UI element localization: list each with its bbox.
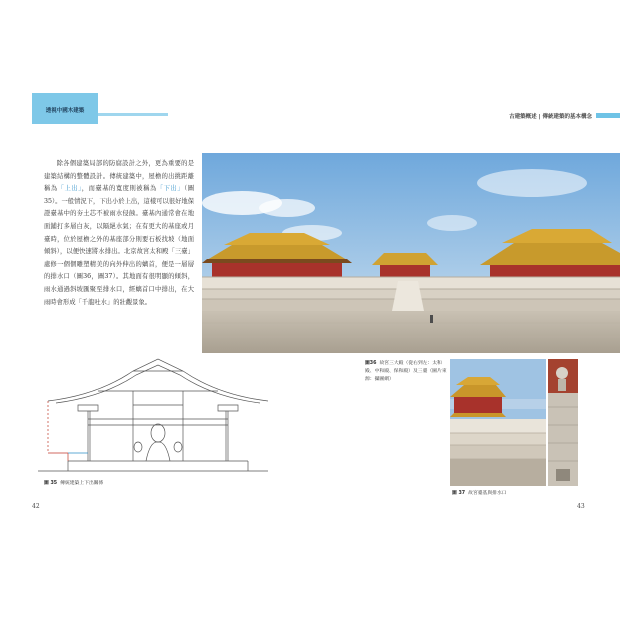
figure-37-caption (452, 490, 582, 498)
term-xiachu: 「下出」 (156, 185, 185, 193)
figure-36-caption (365, 360, 447, 384)
figure-35-number: 圖 35 (44, 481, 58, 486)
building-section-drawing (38, 353, 268, 475)
figure-37-text: 故宮臺基與排水口 (468, 491, 507, 496)
figure-35-text: 傳統建築上下出關係 (60, 481, 104, 486)
body-text-part: （圖35）。一般情況下，下出小於上出，這樣可以很好地保證臺基中的夯土芯不被雨水侵蝕。臺基內通常會在地面鋪打多層白灰，以隔絕水氣；在有更大的基座或月臺時，位於屋檐之外的基座部分則要石板找坡（地面傾斜），以便快速將水排出。北京故宮太和殿「三臺」處修一個個雕塑精美的向外伸出的螭首，便是一層層的排水口（圖36，圖37）。其地面有很明顯的傾斜，雨水通過斜坡匯聚至排水口，經螭首口中排出，在大雨時會形成「千龍吐水」的壯觀景象。 (44, 185, 195, 306)
figure-37-number: 圖 37 (452, 491, 466, 496)
book-title: 透視中國木建築 (45, 108, 85, 114)
figure-35-caption (44, 480, 194, 488)
figure-36-text: 故宮三大殿（從右到左：太和殿、中和殿、保和殿）及三臺（圖片來源：攝圖網） (365, 361, 447, 382)
page-number-right: 43 (577, 503, 585, 510)
body-paragraph (44, 158, 194, 309)
page-number-left: 42 (32, 503, 40, 510)
term-shangchu: 「上出」 (57, 185, 82, 193)
body-text-part: ，而臺基的寬度則被稱為 (81, 185, 157, 193)
header-right-tab (596, 113, 620, 118)
figure-36-number: 圖36 (365, 361, 377, 366)
header-left-badge (32, 93, 98, 124)
dragon-head-spout-photo (548, 359, 578, 486)
terrace-drain-photo (450, 359, 546, 486)
body-text-part: 除各個建築局部的防腐設計之外，更為重要的是建築結構的整體設計。傳統建築中，屋檐的出挑距離稱為 (44, 160, 194, 193)
forbidden-city-halls-photo (202, 153, 620, 353)
header-left-rule (98, 113, 168, 116)
chapter-title: 古建築概述 | 傳統建築的基本構念 (509, 114, 592, 120)
